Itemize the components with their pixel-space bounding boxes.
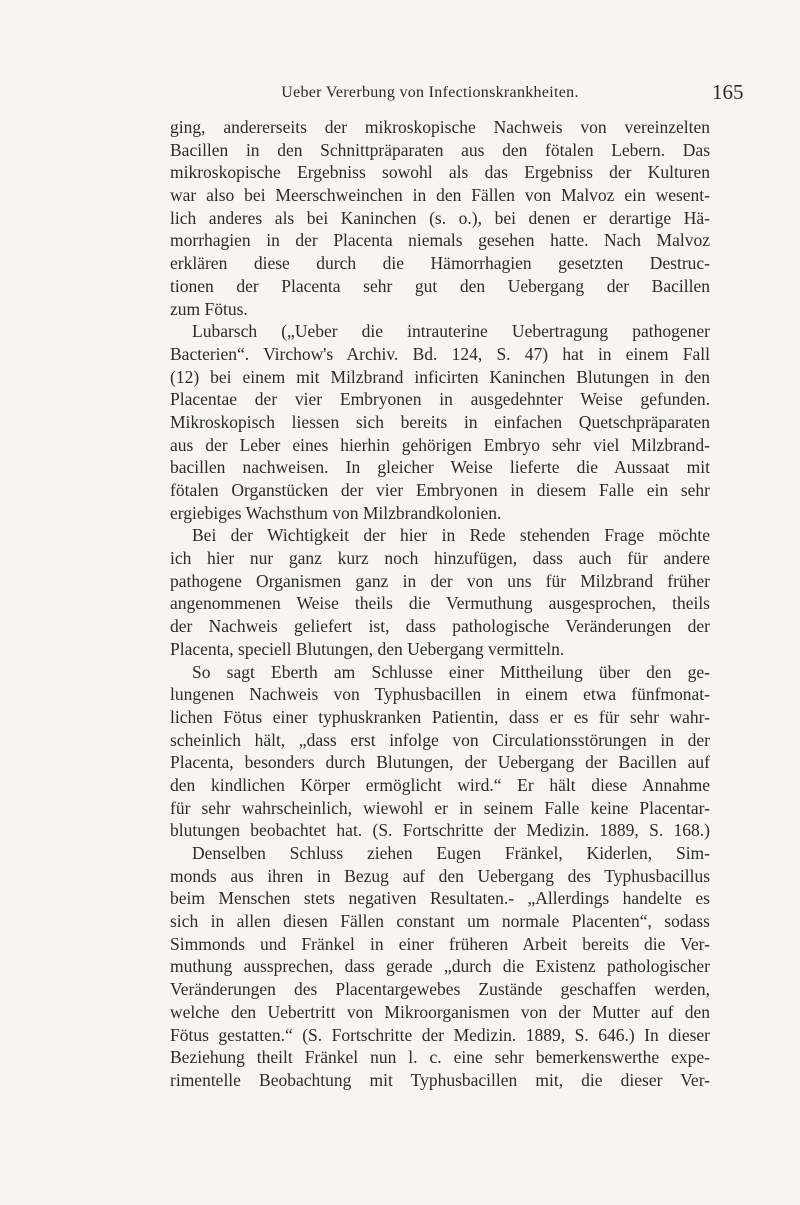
text-line: ging, andererseits der mikroskopische Nachweis von vereinzelten (170, 117, 710, 137)
text-line: erklären diese durch die Hämorrhagien gesetzten Destruc- (170, 253, 710, 274)
text-line: den kindlichen Körper ermöglicht wird.“ Er hält diese Annahme (170, 774, 710, 795)
page-number: 165 (712, 80, 744, 104)
text-line: ergiebiges Wachsthum von Milzbrandkolonien. (170, 502, 502, 523)
text-line: Placenta, besonders durch Blutungen, der Uebergang der Bacillen auf (170, 752, 710, 773)
text-line: Placenta, speciell Blutungen, den Uebergang vermitteln. (170, 638, 565, 659)
text-line: Lubarsch („Ueber die intrauterine Uebertragung pathogener (192, 321, 710, 342)
text-line: Denselben Schluss ziehen Eugen Fränkel, Kiderlen, Sim- (192, 843, 710, 863)
text-line: lich anderes als bei Kaninchen (s. o.), bei denen er derartige Hä- (170, 207, 710, 228)
text-line: beim Menschen stets negativen Resultaten.- „Allerdings handelte es (170, 888, 710, 909)
text-line: rimentelle Beobachtung mit Typhusbacillen mit, die dieser Ver- (170, 1069, 710, 1090)
running-title: Ueber Vererbung von Infectionskrankheiten. (281, 84, 579, 101)
text-line: Bei der Wichtigkeit der hier in Rede stehenden Frage möchte (192, 525, 710, 546)
text-line: sich in allen diesen Fällen constant um normale Placenten“, sodass (170, 911, 710, 932)
text-line: Bacillen in den Schnittpräparaten aus den fötalen Lebern. Das (170, 139, 710, 160)
text-line: bacillen nachweisen. In gleicher Weise lieferte die Aussaat mit (170, 457, 710, 478)
text-line: muthung aussprechen, dass gerade „durch die Existenz pathologischer (170, 956, 710, 977)
text-line: Fötus gestatten.“ (S. Fortschritte der Medizin. 1889, S. 646.) In dieser (170, 1024, 710, 1045)
text-line: morrhagien in der Placenta niemals gesehen hatte. Nach Malvoz (170, 230, 710, 251)
text-line: tionen der Placenta sehr gut den Uebergang der Bacillen (170, 275, 710, 296)
text-line: lichen Fötus einer typhuskranken Patientin, dass er es für sehr wahr- (170, 706, 710, 727)
text-line: der Nachweis geliefert ist, dass pathologische Veränderungen der (170, 616, 710, 637)
text-line: war also bei Meerschweinchen in den Fällen von Malvoz ein wesent- (170, 185, 710, 206)
text-line: pathogene Organismen ganz in der von uns für Milzbrand früher (170, 570, 710, 591)
text-line: Beziehung theilt Fränkel nun l. c. eine sehr bemerkenswerthe expe- (170, 1047, 710, 1068)
text-line: monds aus ihren in Bezug auf den Uebergang des Typhusbacillus (170, 865, 710, 886)
text-line: mikroskopische Ergebniss sowohl als das Ergebniss der Kulturen (170, 162, 710, 183)
text-line: für sehr wahrscheinlich, wiewohl er in seinem Falle keine Placentar- (170, 797, 710, 818)
text-line: scheinlich hält, „dass erst infolge von Circulationsstörungen in der (170, 729, 710, 750)
text-line: (12) bei einem mit Milzbrand inficirten Kaninchen Blutungen in den (170, 366, 710, 387)
text-line: Veränderungen des Placentargewebes Zustände geschaffen werden, (170, 979, 710, 1000)
text-line: Placentae der vier Embryonen in ausgedehnter Weise gefunden. (170, 389, 710, 410)
text-line: fötalen Organstücken der vier Embryonen in diesem Falle ein sehr (170, 480, 710, 500)
text-line: blutungen beobachtet hat. (S. Fortschritte der Medizin. 1889, S. 168.) (170, 820, 710, 841)
text-line: zum Fötus. (170, 298, 248, 319)
text-line: welche den Uebertritt von Mikroorganismen von der Mutter auf den (170, 1001, 710, 1022)
text-line: So sagt Eberth am Schlusse einer Mittheilung über den ge- (192, 661, 710, 682)
text-line: aus der Leber eines hierhin gehörigen Embryo sehr viel Milzbrand- (170, 434, 710, 455)
text-line: Bacterien“. Virchow's Archiv. Bd. 124, S. 47) hat in einem Fall (170, 343, 710, 364)
text-line: ich hier nur ganz kurz noch hinzufügen, dass auch für andere (170, 548, 710, 569)
text-line: Simmonds und Fränkel in einer früheren Arbeit bereits die Ver- (170, 933, 710, 954)
body-text (170, 116, 710, 1092)
text-line: angenommenen Weise theils die Vermuthung ausgesprochen, theils (170, 593, 710, 614)
text-line: Mikroskopisch liessen sich bereits in einfachen Quetschpräparaten (170, 411, 710, 432)
text-line: lungenen Nachweis von Typhusbacillen in einem etwa fünfmonat- (170, 684, 710, 705)
